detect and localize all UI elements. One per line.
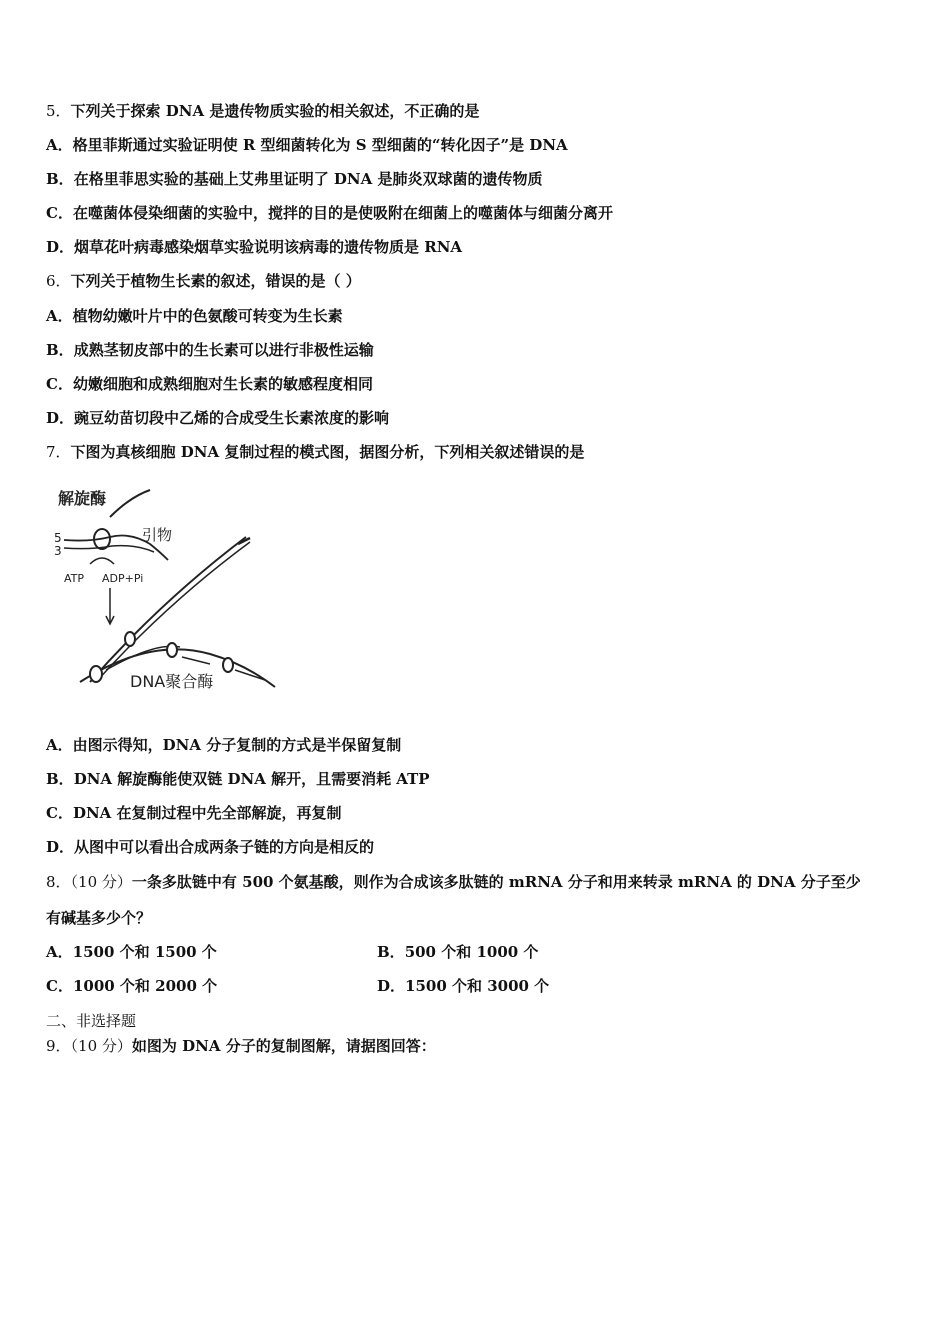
q7-option-d[interactable]: D．从图中可以看出合成两条子链的方向是相反的 [46, 838, 375, 856]
section-heading: 二、非选择题 [46, 1012, 137, 1030]
figure-label-5: 5 [54, 531, 62, 545]
q8-stem-line2: 有碱基多少个？ [46, 909, 152, 927]
q9-number: 9． [46, 1037, 71, 1055]
polymerase-ring-lagging-3 [223, 658, 233, 672]
q8-option-d[interactable]: D．1500 个和 3000 个 [377, 977, 550, 995]
atp-arc [90, 558, 114, 564]
parent-strand-bottom [64, 546, 154, 552]
okazaki-fragment-2 [182, 657, 210, 664]
q6-number: 6． [46, 272, 71, 290]
q6-option-b[interactable]: B．成熟茎韧皮部中的生长素可以进行非极性运输 [46, 341, 374, 359]
figure-label-polymerase: DNA聚合酶 [130, 672, 214, 691]
polymerase-ring-lagging-2 [167, 643, 177, 657]
figure-label-atp: ATP [64, 572, 85, 585]
figure-label-helicase: 解旋酶 [58, 489, 107, 508]
q8-number: 8． [46, 873, 71, 891]
q7-option-b[interactable]: B．DNA 解旋酶能使双链 DNA 解开，且需要消耗 ATP [46, 770, 430, 788]
q6-option-a[interactable]: A．植物幼嫩叶片中的色氨酸可转变为生长素 [46, 307, 343, 325]
q5-number: 5． [46, 102, 71, 120]
figure-label-primer: 引物 [142, 526, 173, 544]
q7-number: 7． [46, 443, 71, 461]
helicase-strand [110, 490, 150, 517]
q7-option-a[interactable]: A．由图示得知，DNA 分子复制的方式是半保留复制 [46, 736, 402, 754]
figure-label-3: 3 [54, 544, 62, 558]
q5-stem: 5．下列关于探索 DNA 是遗传物质实验的相关叙述，不正确的是 [46, 102, 480, 120]
q5-option-b[interactable]: B．在格里菲思实验的基础上艾弗里证明了 DNA 是肺炎双球菌的遗传物质 [46, 170, 543, 188]
polymerase-ring-lagging-1 [90, 666, 102, 682]
q8-score: （10 分） [70, 873, 132, 891]
q8-option-b[interactable]: B．500 个和 1000 个 [377, 943, 539, 961]
figure-label-adp: ADP+Pi [102, 572, 144, 585]
q7-stem: 7．下图为真核细胞 DNA 复制过程的模式图，据图分析，下列相关叙述错误的是 [46, 443, 585, 461]
q5-option-c[interactable]: C．在噬菌体侵染细菌的实验中，搅拌的目的是使吸附在细菌上的噬菌体与细菌分离开 [46, 204, 613, 222]
q6-stem: 6．下列关于植物生长素的叙述，错误的是（ ） [46, 272, 361, 290]
q9-stem: 9．（10 分）如图为 DNA 分子的复制图解，请据图回答： [46, 1037, 436, 1055]
q8-stem-line1: 8．（10 分）一条多肽链中有 500 个氨基酸，则作为合成该多肽链的 mRNA 分子和用来转录 mRNA 的 DNA 分子至少 [46, 873, 861, 891]
dna-replication-figure [50, 482, 280, 700]
q5-option-d[interactable]: D．烟草花叶病毒感染烟草实验说明该病毒的遗传物质是 RNA [46, 238, 463, 256]
q6-option-d[interactable]: D．豌豆幼苗切段中乙烯的合成受生长素浓度的影响 [46, 409, 390, 427]
q7-option-c[interactable]: C．DNA 在复制过程中先全部解旋，再复制 [46, 804, 342, 822]
q9-score: （10 分） [70, 1037, 132, 1055]
q5-option-a[interactable]: A．格里菲斯通过实验证明使 R 型细菌转化为 S 型细菌的“转化因子”是 DNA [46, 136, 568, 154]
q6-option-c[interactable]: C．幼嫩细胞和成熟细胞对生长素的敏感程度相同 [46, 375, 373, 393]
polymerase-ring-leading [125, 632, 135, 646]
q8-option-c[interactable]: C．1000 个和 2000 个 [46, 977, 218, 995]
q8-option-a[interactable]: A．1500 个和 1500 个 [46, 943, 217, 961]
